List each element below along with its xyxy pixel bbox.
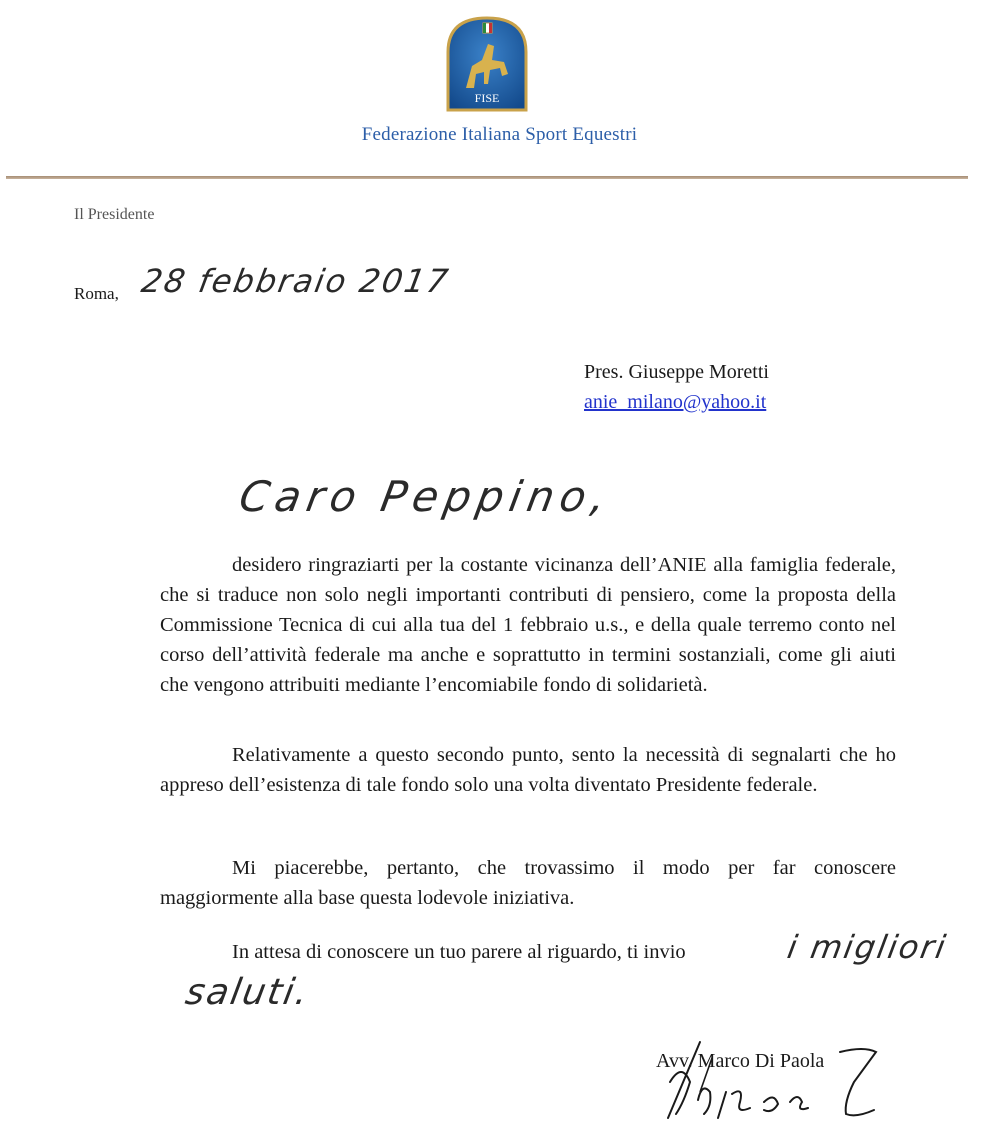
- handwritten-greeting: Caro Peppino,: [235, 472, 616, 521]
- recipient-email-link[interactable]: anie_milano@yahoo.it: [584, 391, 767, 413]
- body-paragraph-1: desidero ringraziarti per la costante vicinanza dell’ANIE alla famiglia federale, che si traduce non solo negli importanti contributi di pensiero, come la proposta della Commissione Tecnica di cui alla tua del 1 febbraio u.s., e della quale terremo conto nel corso dell’attività federale ma anche e soprattutto in termini sostanziali, come gli aiuti che vengono attribuiti mediante l’encomiabile fondo di solidarietà.: [160, 554, 896, 696]
- handwritten-date: 28 febbraio 2017: [138, 262, 453, 300]
- body-paragraph-2: Relativamente a questo secondo punto, sento la necessità di segnalarti che ho appreso dell’esistenza di tale fondo solo una volta diventato Presidente federale.: [160, 744, 896, 796]
- fise-logo: [444, 14, 530, 112]
- handwritten-signature: [640, 1022, 890, 1130]
- sender-role: Il Presidente: [74, 206, 155, 223]
- recipient-name: Pres. Giuseppe Moretti: [584, 361, 769, 383]
- header-divider: [6, 176, 968, 179]
- date-city: Roma,: [74, 284, 119, 303]
- body-paragraph-3: Mi piacerebbe, pertanto, che trovassimo il modo per far conoscere maggiormente alla base questa lodevole iniziativa.: [160, 857, 896, 909]
- signer-name: Avv. Marco Di Paola: [656, 1050, 825, 1072]
- handwritten-closing-line2: saluti.: [182, 972, 313, 1013]
- body-paragraph-4: In attesa di conoscere un tuo parere al riguardo, ti invio: [232, 941, 686, 963]
- handwritten-closing-line1: i migliori: [784, 928, 951, 966]
- svg-text:FISE: FISE: [474, 91, 500, 105]
- organization-name: [0, 124, 999, 146]
- organization-name-text: Federazione Italiana Sport Equestri: [361, 124, 638, 145]
